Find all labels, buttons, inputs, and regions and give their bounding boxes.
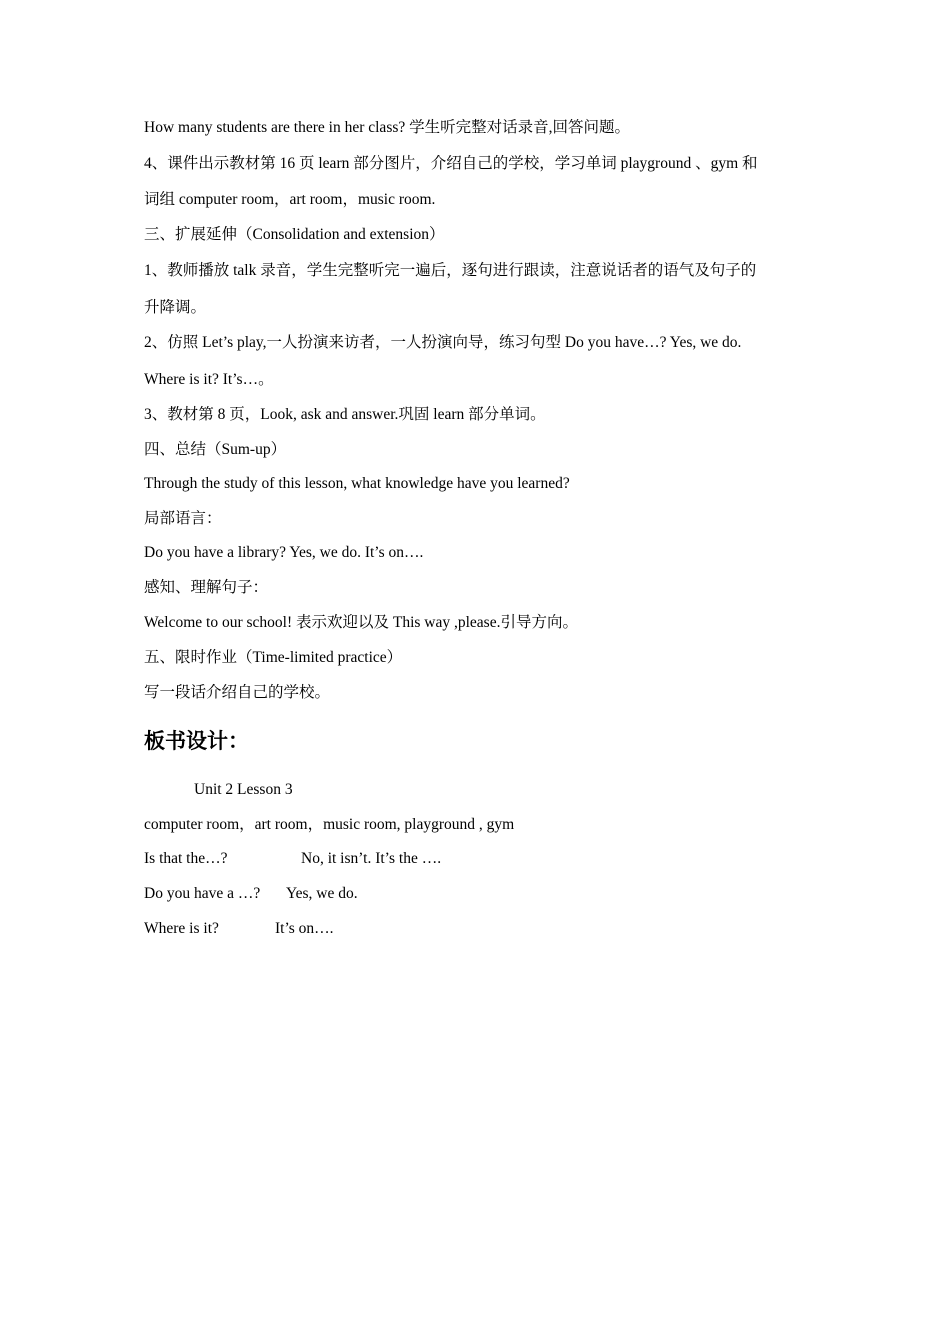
text-line: Where is it? It’s…。 [144,371,274,388]
text-line: 3、教材第 8 页，Look, ask and answer.巩固 learn 部分单词。 [144,406,546,423]
board-question: Do you have a …? [144,885,261,902]
board-answer: No, it isn’t. It’s the …. [301,850,442,867]
text-line: How many students are there in her class? 学生听完整对话录音,回答问题。 [144,119,631,136]
board-unit-title: Unit 2 Lesson 3 [194,781,293,798]
text-line: 写一段话介绍自己的学校。 [144,684,331,701]
text-line: Through the study of this lesson, what knowledge have you learned? [144,475,570,492]
text-line: 词组 computer room，art room，music room. [144,191,436,208]
text-line: Welcome to our school! 表示欢迎以及 This way ,please.引导方向。 [144,614,578,631]
section-heading: 四、总结（Sum-up） [144,441,287,458]
board-answer: It’s on…. [275,920,334,937]
text-line: Do you have a library? Yes, we do. It’s on…. [144,544,424,561]
text-line: 升降调。 [144,299,207,316]
text-line: 1、教师播放 talk 录音，学生完整听完一遍后，逐句进行跟读，注意说话者的语气及句子的 [144,262,757,279]
text-line: 局部语言： [144,510,222,527]
section-heading: 三、扩展延伸（Consolidation and extension） [144,226,445,243]
board-question: Where is it? [144,920,219,937]
text-line: 感知、理解句子： [144,579,269,596]
board-design-heading: 板书设计： [144,729,249,753]
text-line: 4、课件出示教材第 16 页 learn 部分图片，介绍自己的学校，学习单词 playground 、gym 和 [144,155,758,172]
board-vocabulary: computer room，art room，music room, playground , gym [144,816,515,833]
board-question: Is that the…? [144,850,228,867]
text-line: 2、仿照 Let’s play,一人扮演来访者，一人扮演向导，练习句型 Do you have…? Yes, we do. [144,334,742,351]
board-answer: Yes, we do. [286,885,358,902]
section-heading: 五、限时作业（Time-limited practice） [144,649,403,666]
